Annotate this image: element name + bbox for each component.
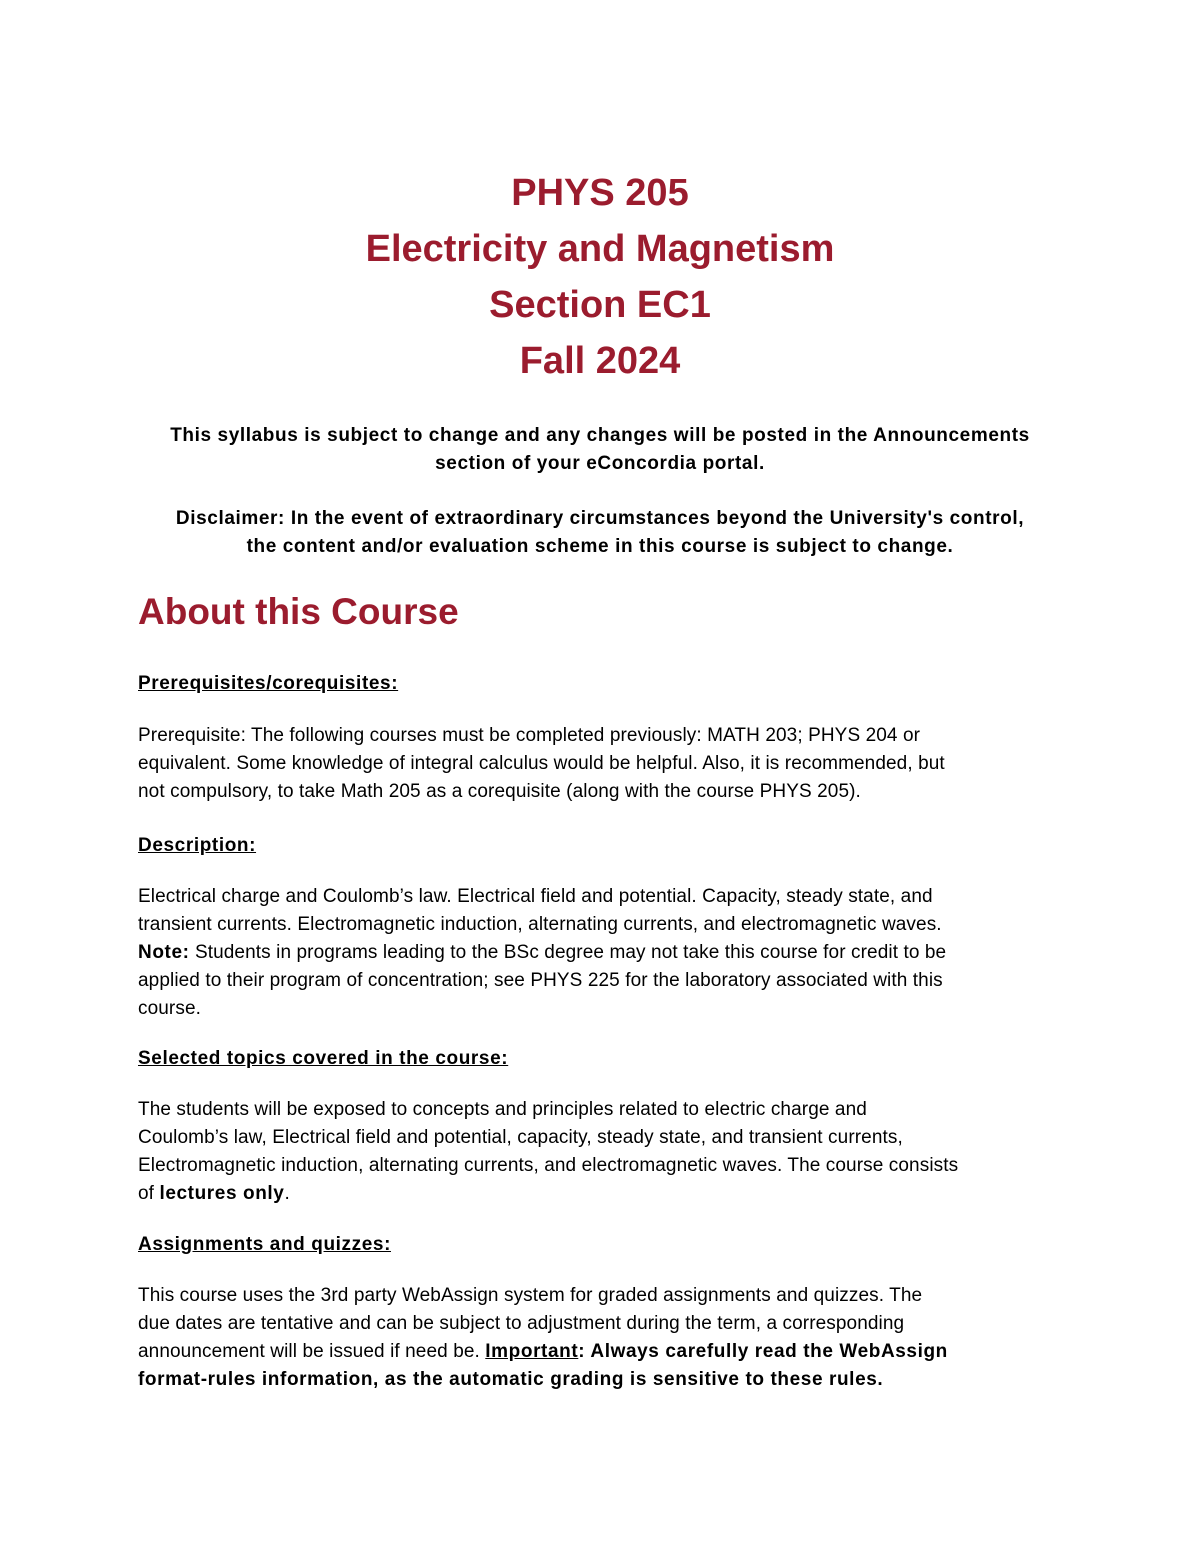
- disclaimer-line: Disclaimer: In the event of extraordinary circumstances beyond the University's control,: [175, 508, 1025, 529]
- assignments-text: [138, 1282, 1062, 1394]
- important-text: format-rules information, as the automatic grading is sensitive to these rules.: [138, 1369, 884, 1390]
- lectures-only-emphasis: lectures only: [159, 1183, 285, 1204]
- course-title: Electricity and Magnetism: [365, 228, 835, 270]
- prerequisites-line: equivalent. Some knowledge of integral calculus would be helpful. Also, it is recommended, but: [138, 753, 945, 774]
- important-text: : Always carefully read the WebAssign: [578, 1341, 948, 1362]
- course-code: PHYS 205: [511, 172, 689, 214]
- topics-heading: Selected topics covered in the course:: [138, 1048, 509, 1069]
- description-text: [138, 883, 1062, 1023]
- about-course-heading: About this Course: [138, 591, 459, 632]
- course-title-block: [138, 165, 1062, 389]
- description-line: transient currents. Electromagnetic induction, alternating currents, and electromagnetic waves.: [138, 914, 942, 935]
- change-notice-line: section of your eConcordia portal.: [435, 453, 765, 474]
- description-line: applied to their program of concentration; see PHYS 225 for the laboratory associated with this: [138, 970, 943, 991]
- disclaimer-line: the content and/or evaluation scheme in this course is subject to change.: [246, 536, 954, 557]
- prerequisites-heading: Prerequisites/corequisites:: [138, 673, 399, 694]
- note-label: Note:: [138, 942, 190, 963]
- prerequisites-line: Prerequisite: The following courses must be completed previously: MATH 203; PHYS 204 or: [138, 725, 921, 746]
- disclaimer-notice: [138, 505, 1062, 561]
- prerequisites-text: [138, 722, 1062, 806]
- topics-line: Electromagnetic induction, alternating currents, and electromagnetic waves. The course consists: [138, 1155, 959, 1176]
- topics-line: of: [138, 1183, 160, 1204]
- assignments-line: announcement will be issued if need be.: [138, 1341, 486, 1362]
- course-section: Section EC1: [489, 284, 711, 326]
- topics-line: The students will be exposed to concepts and principles related to electric charge and: [138, 1099, 867, 1120]
- description-heading: Description:: [138, 835, 257, 856]
- topics-line: Coulomb’s law, Electrical field and potential, capacity, steady state, and transient currents,: [138, 1127, 903, 1148]
- assignments-heading: Assignments and quizzes:: [138, 1234, 391, 1255]
- assignments-line: This course uses the 3rd party WebAssign system for graded assignments and quizzes. The: [138, 1285, 923, 1306]
- change-notice-line: This syllabus is subject to change and any changes will be posted in the Announcements: [170, 425, 1030, 446]
- description-line: Electrical charge and Coulomb’s law. Electrical field and potential. Capacity, steady state, and: [138, 886, 933, 907]
- topics-text: [138, 1096, 1062, 1208]
- important-label: Important: [485, 1341, 579, 1362]
- description-line: course.: [138, 998, 202, 1019]
- change-notice: [138, 422, 1062, 478]
- description-line: Students in programs leading to the BSc degree may not take this course for credit to be: [189, 942, 947, 963]
- course-term: Fall 2024: [519, 340, 681, 382]
- prerequisites-line: not compulsory, to take Math 205 as a corequisite (along with the course PHYS 205).: [138, 781, 861, 802]
- assignments-line: due dates are tentative and can be subject to adjustment during the term, a corresponding: [138, 1313, 905, 1334]
- topics-line: .: [284, 1183, 290, 1204]
